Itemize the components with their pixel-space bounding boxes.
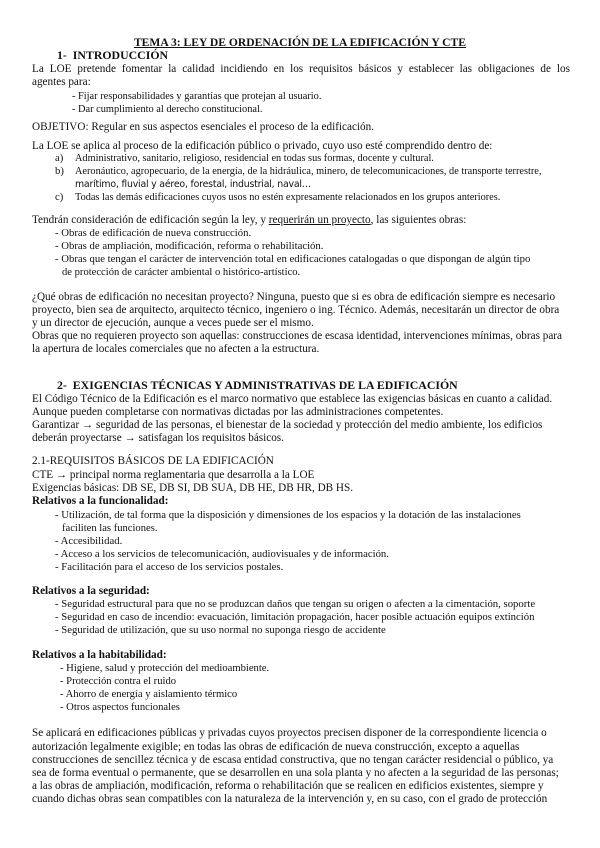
intro-line-1: La LOE pretende fomentar la calidad incidiendo en los requisitos básicos y establecer las obligaciones de los — [32, 63, 570, 75]
functionality-item: - Acceso a los servicios de telecomunicación, audiovisuales y de información. — [55, 548, 389, 560]
final-paragraph-line: construcciones de sencillez técnica y de escasa entidad constructiva, que no tengan carácter residencial o público, ya — [32, 754, 554, 766]
section-2-para-1: El Código Técnico de la Edificación es el marco normativo que establece las exigencias básicas en cuanto a calidad. — [32, 393, 553, 405]
intro-bullet: - Fijar responsabilidades y garantías que protejan al usuario. — [72, 91, 322, 102]
use-item-text: Todas las demás edificaciones cuyos usos no estén expresamente relacionados en los grupos anteriores. — [75, 192, 501, 203]
works-intro — [32, 214, 572, 227]
question-line-1: ¿Qué obras de edificación no necesitan proyecto? Ninguna, puesto que si es obra de edificación siempre es necesario — [32, 291, 556, 303]
works-item: - Obras de edificación de nueva construcción. — [55, 227, 252, 239]
security-item: - Seguridad estructural para que no se produzcan daños que tengan su origen o afecten a la cimentación, soporte — [55, 598, 536, 610]
final-paragraph-line: a las obras de ampliación, modificación, reforma o rehabilitación que se realicen en edificios existentes, siempre y — [32, 780, 544, 792]
functionality-title: Relativos a la funcionalidad: — [32, 495, 169, 507]
security-item: - Seguridad de utilización, que su uso normal no suponga riesgo de accidente — [55, 624, 386, 636]
use-item-letter: a) — [55, 152, 64, 164]
question-line-4: Obras que no requieren proyecto son aquellas: construcciones de escasa identidad, intervenciones mínimas, obras para — [32, 330, 562, 342]
functionality-item: - Facilitación para el acceso de los servicios postales. — [55, 561, 284, 573]
question-line-2: proyecto, bien sea de arquitecto, arquitecto técnico, ingeniero o ing. Técnico. Además, necesitarán un director de obra — [32, 304, 560, 316]
scope-text: La LOE se aplica al proceso de la edificación público o privado, cuyo uso esté comprendido dentro de: — [32, 140, 493, 152]
use-item-letter: b) — [55, 165, 64, 177]
objective-text: OBJETIVO: Regular en sus aspectos esenciales el proceso de la edificación. — [32, 121, 375, 133]
works-item-cont: de protección de carácter ambiental o histórico-artístico. — [62, 267, 301, 278]
document-title: TEMA 3: LEY DE ORDENACIÓN DE LA EDIFICACIÓN Y CTE — [133, 36, 467, 49]
section-2-number: 2- — [57, 378, 67, 392]
cte-line-2: Exigencias básicas: DB SE, DB SI, DB SUA, DB HE, DB HR, DB HS. — [32, 482, 354, 494]
final-paragraph-line: autorización legalmente exigible; en todas las obras de edificación de nueva construcción, excepto a aquellas — [32, 741, 520, 753]
question-line-5: la apertura de locales comerciales que no afecten a la estructura. — [32, 343, 320, 355]
question-line-3: y un director de ejecución, aunque a veces puede ser el mismo. — [32, 317, 314, 329]
section-2-para-4: deberán proyectarse → satisfagan los requisitos básicos. — [32, 432, 284, 444]
security-title: Relativos a la seguridad: — [32, 585, 150, 597]
section-2-heading — [57, 379, 597, 392]
use-item-text: Aeronáutico, agropecuario, de la energía, de la hidráulica, minero, de telecomunicaciones, de transporte terrestre, — [75, 166, 542, 177]
functionality-item-cont: faciliten las funciones. — [62, 523, 158, 534]
habitability-item: - Otros aspectos funcionales — [60, 702, 180, 713]
security-item: - Seguridad en caso de incendio: evacuación, limitación propagación, hacer posible actuación equipos extinción — [55, 611, 535, 623]
works-intro-underlined: requerirán un proyecto — [268, 214, 371, 226]
habitability-item: - Protección contra el ruido — [60, 676, 177, 687]
section-1-heading — [57, 49, 597, 62]
use-item-letter: c) — [55, 191, 64, 203]
final-paragraph-line: cuando dichas obras sean compatibles con la naturaleza de la intervención y, en su caso, con el grado de protección — [32, 793, 548, 805]
intro-bullet: - Dar cumplimiento al derecho constitucional. — [72, 104, 263, 115]
functionality-item: - Accesibilidad. — [55, 535, 123, 547]
works-item: - Obras de ampliación, modificación, reforma o rehabilitación. — [55, 240, 324, 252]
section-1-title: INTRODUCCIÓN — [72, 48, 169, 62]
cte-line-1: CTE → principal norma reglamentaria que desarrolla a la LOE — [32, 469, 315, 481]
intro-line-2: agentes para: — [32, 76, 91, 88]
subsection-heading: 2.1-REQUISITOS BÁSICOS DE LA EDIFICACIÓN — [32, 455, 274, 467]
habitability-item: - Higiene, salud y protección del medioambiente. — [60, 663, 270, 674]
works-item: - Obras que tengan el carácter de intervención total en edificaciones catalogadas o que dispongan de algún tipo — [55, 253, 531, 265]
habitability-item: - Ahorro de energía y aislamiento térmico — [60, 689, 238, 700]
section-2-para-2: Aunque pueden completarse con normativas dictadas por las administraciones competentes. — [32, 406, 444, 418]
final-paragraph-line: sea de forma eventual o permanente, que se desarrollen en una sola planta y no afecten a la seguridad de las personas; — [32, 767, 559, 779]
habitability-title: Relativos a la habitabilidad: — [32, 649, 167, 661]
use-item-text: marítimo, fluvial y aéreo, forestal, industrial, naval… — [75, 179, 311, 190]
works-intro-b: , las siguientes obras: — [370, 214, 467, 226]
section-1-number: 1- — [57, 48, 67, 62]
use-item-text: Administrativo, sanitario, religioso, residencial en todas sus formas, docente y cultural. — [75, 153, 434, 164]
functionality-item: - Utilización, de tal forma que la disposición y dimensiones de los espacios y la dotación de las instalaciones — [55, 509, 521, 521]
works-intro-a: Tendrán consideración de edificación según la ley, y — [32, 214, 269, 226]
section-2-title: EXIGENCIAS TÉCNICAS Y ADMINISTRATIVAS DE LA EDIFICACIÓN — [72, 378, 458, 392]
final-paragraph-line: Se aplicará en edificaciones públicas y privadas cuyos proyectos precisen disponer de la correspondiente licencia o — [32, 727, 547, 739]
section-2-para-3: Garantizar → seguridad de las personas, el bienestar de la sociedad y protección del medio ambiente, los edificios — [32, 419, 543, 431]
